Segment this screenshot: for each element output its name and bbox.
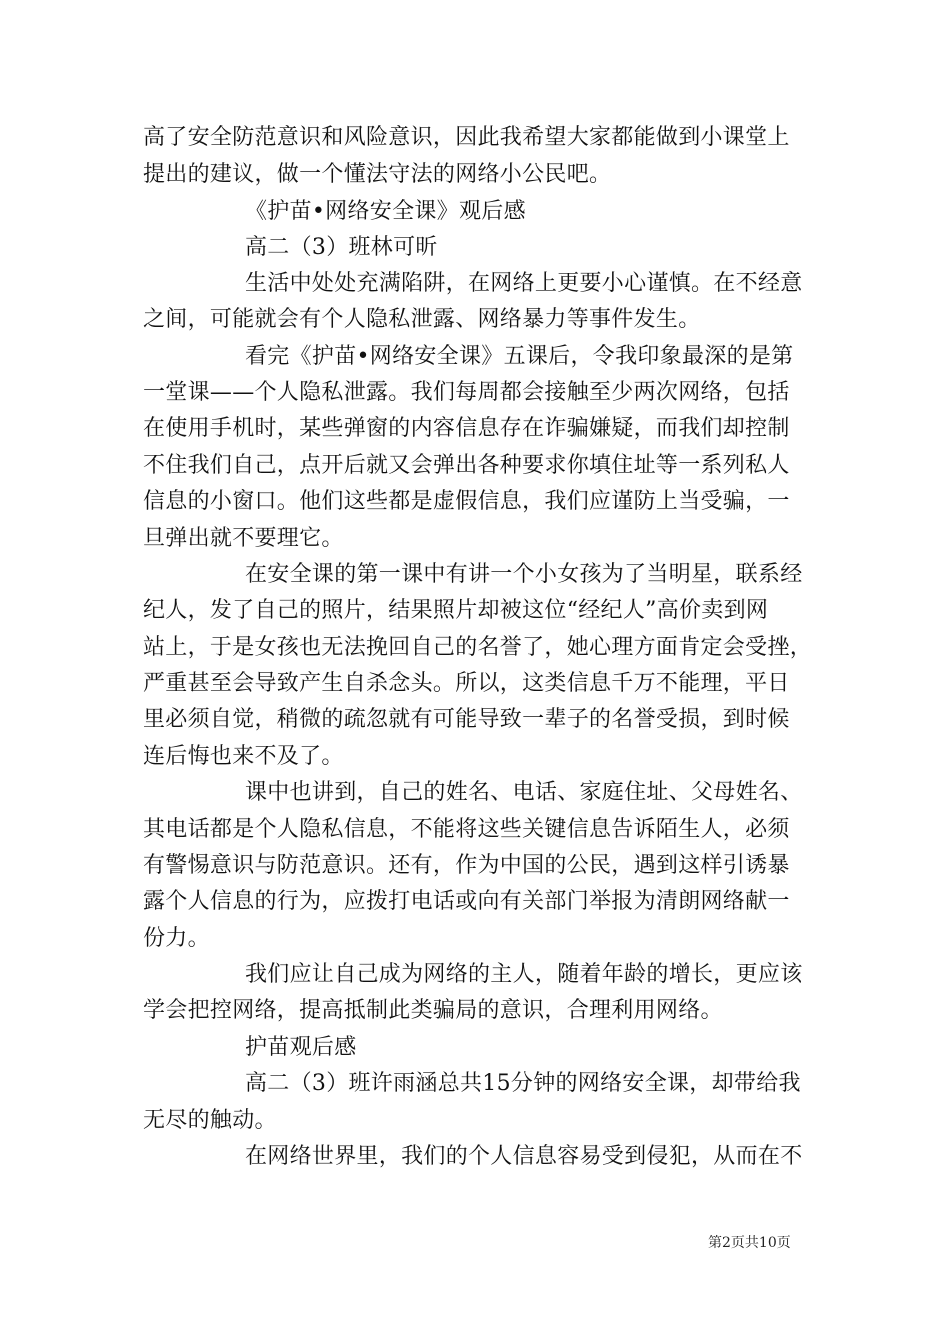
text-line: 学会把控网络，提高抵制此类骗局的意识，合理利用网络。	[143, 998, 723, 1023]
text-line: 一堂课——个人隐私泄露。我们每周都会接触至少两次网络，包括	[143, 380, 790, 405]
text-line: 旦弹出就不要理它。	[143, 526, 344, 551]
text-line: 在安全课的第一课中有讲一个小女孩为了当明星，联系经	[245, 562, 803, 587]
author-line: 高二（3）班林可昕	[245, 235, 438, 260]
author-line: 高二（3）班许雨涵总共15分钟的网络安全课，却带给我	[245, 1071, 801, 1096]
text-line: 信息的小窗口。他们这些都是虚假信息，我们应谨防上当受骗，一	[143, 489, 790, 514]
text-line: 看完《护苗•网络安全课》五课后，令我印象最深的是第	[245, 344, 794, 369]
text-line: 生活中处处充满陷阱，在网络上更要小心谨慎。在不经意	[245, 271, 803, 296]
text-line: 里必须自觉，稍微的疏忽就有可能导致一辈子的名誉受损，到时候	[143, 707, 790, 732]
text-line: 纪人，发了自己的照片，结果照片却被这位“经纪人”高价卖到网	[143, 598, 769, 623]
text-line: 高了安全防范意识和风险意识，因此我希望大家都能做到小课堂上	[143, 125, 790, 150]
text-line: 露个人信息的行为，应拨打电话或向有关部门举报为清朗网络献一	[143, 889, 790, 914]
text-line: 我们应让自己成为网络的主人，随着年龄的增长，更应该	[245, 962, 803, 987]
text-line: 提出的建议，做一个懂法守法的网络小公民吧。	[143, 162, 612, 187]
text-line: 严重甚至会导致产生自杀念头。所以，这类信息千万不能理，平日	[143, 671, 790, 696]
text-line: 之间，可能就会有个人隐私泄露、网络暴力等事件发生。	[143, 307, 701, 332]
text-line: 在使用手机时，某些弹窗的内容信息存在诈骗嫌疑，而我们却控制	[143, 416, 790, 441]
text-line: 无尽的触动。	[143, 1108, 277, 1133]
text-line: 连后悔也来不及了。	[143, 744, 344, 769]
section-title: 护苗观后感	[245, 1035, 357, 1060]
section-title: 《护苗•网络安全课》观后感	[245, 199, 526, 224]
text-line: 其电话都是个人隐私信息，不能将这些关键信息告诉陌生人，必须	[143, 817, 790, 842]
text-line: 在网络世界里，我们的个人信息容易受到侵犯，从而在不	[245, 1144, 803, 1169]
text-line: 不住我们自己，点开后就又会弹出各种要求你填住址等一系列私人	[143, 453, 790, 478]
page-number: 第2页共10页	[708, 1235, 791, 1251]
text-line: 站上，于是女孩也无法挽回自己的名誉了，她心理方面肯定会受挫，	[143, 635, 813, 660]
text-line: 有警惕意识与防范意识。还有，作为中国的公民，遇到这样引诱暴	[143, 853, 790, 878]
text-line: 课中也讲到，自己的姓名、电话、家庭住址、父母姓名、	[245, 780, 803, 805]
text-line: 份力。	[143, 926, 210, 951]
